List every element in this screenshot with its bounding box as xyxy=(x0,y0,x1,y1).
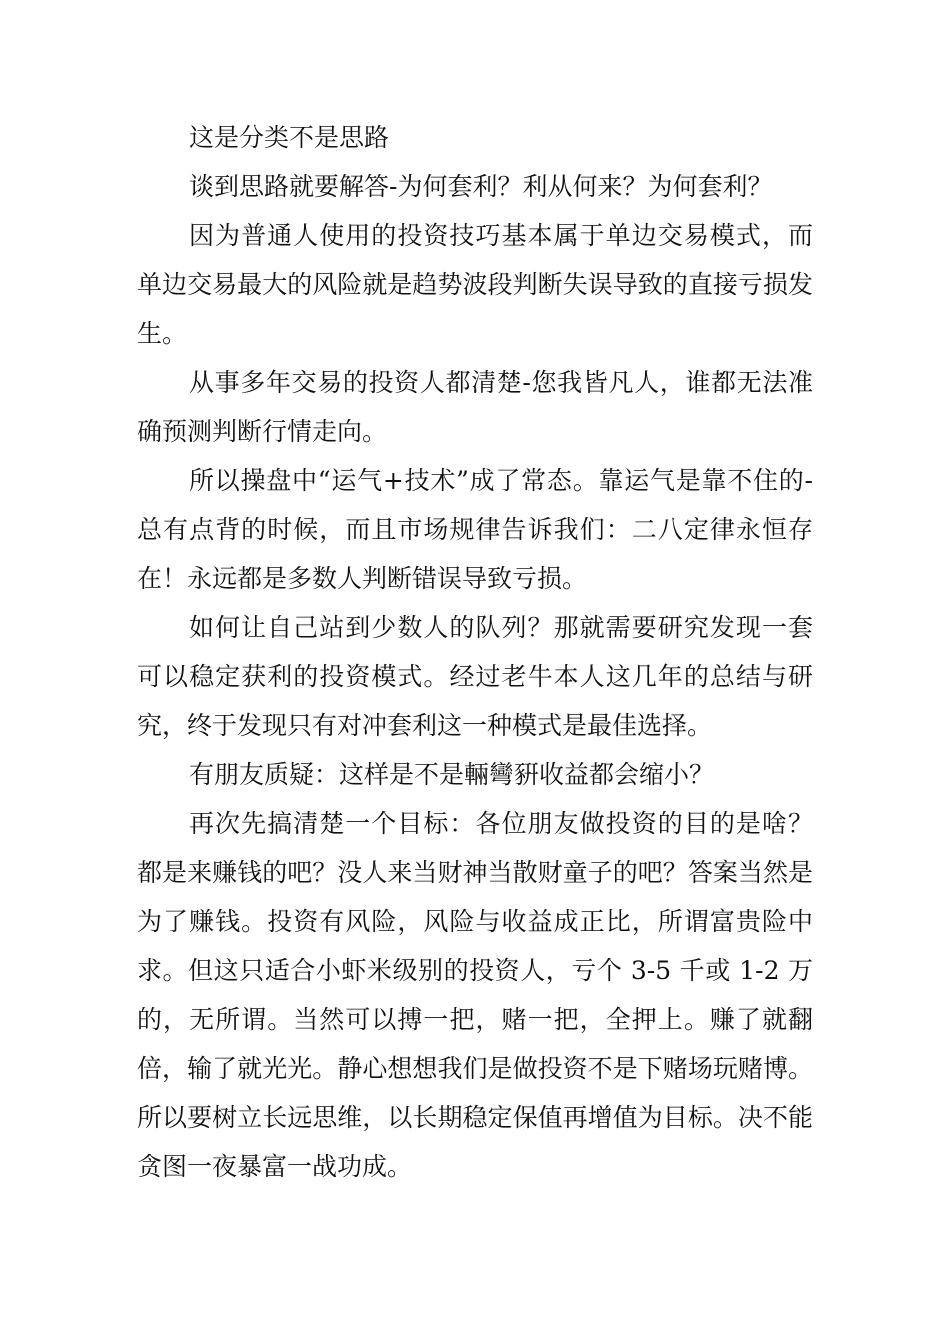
paragraph: 再次先搞清楚一个目标：各位朋友做投资的目的是啥？都是来赚钱的吧？没人来当财神当散财童子的吧？答案当然是为了赚钱。投资有风险，风险与收益成正比，所谓富贵险中求。但这只适合小虾米级别的投资人，亏个 3-5 千或 1-2 万的，无所谓。当然可以搏一把，赌一把，全押上。赚了就翻倍，输了就光光。静心想想我们是做投资不是下赌场玩赌博。所以要树立长远思维，以长期稳定保值再增值为目标。决不能贪图一夜暴富一战功成。 xyxy=(137,809,813,1181)
paragraph: 这是分类不是思路 xyxy=(189,123,390,152)
paragraph: 所以操盘中“运气+技术”成了常态。靠运气是靠不住的-总有点背的时候，而且市场规律告诉我们：二八定律永恒存在！永远都是多数人判断错误导致亏损。 xyxy=(137,466,813,593)
paragraph: 如何让自己站到少数人的队列？那就需要研究发现一套可以稳定获利的投资模式。经过老牛本人这几年的总结与研究，终于发现只有对冲套利这一种模式是最佳选择。 xyxy=(137,613,813,740)
paragraph: 谈到思路就要解答-为何套利？利从何来？为何套利？ xyxy=(189,172,773,201)
paragraph: 从事多年交易的投资人都清楚-您我皆凡人，谁都无法准确预测判断行情走向。 xyxy=(137,368,813,446)
paragraph: 因为普通人使用的投资技巧基本属于单边交易模式，而单边交易最大的风险就是趋势波段判断失误导致的直接亏损发生。 xyxy=(137,221,813,348)
paragraph: 有朋友质疑：这样是不是輛彎豣收益都会缩小？ xyxy=(189,760,715,789)
document-body xyxy=(137,113,813,1191)
